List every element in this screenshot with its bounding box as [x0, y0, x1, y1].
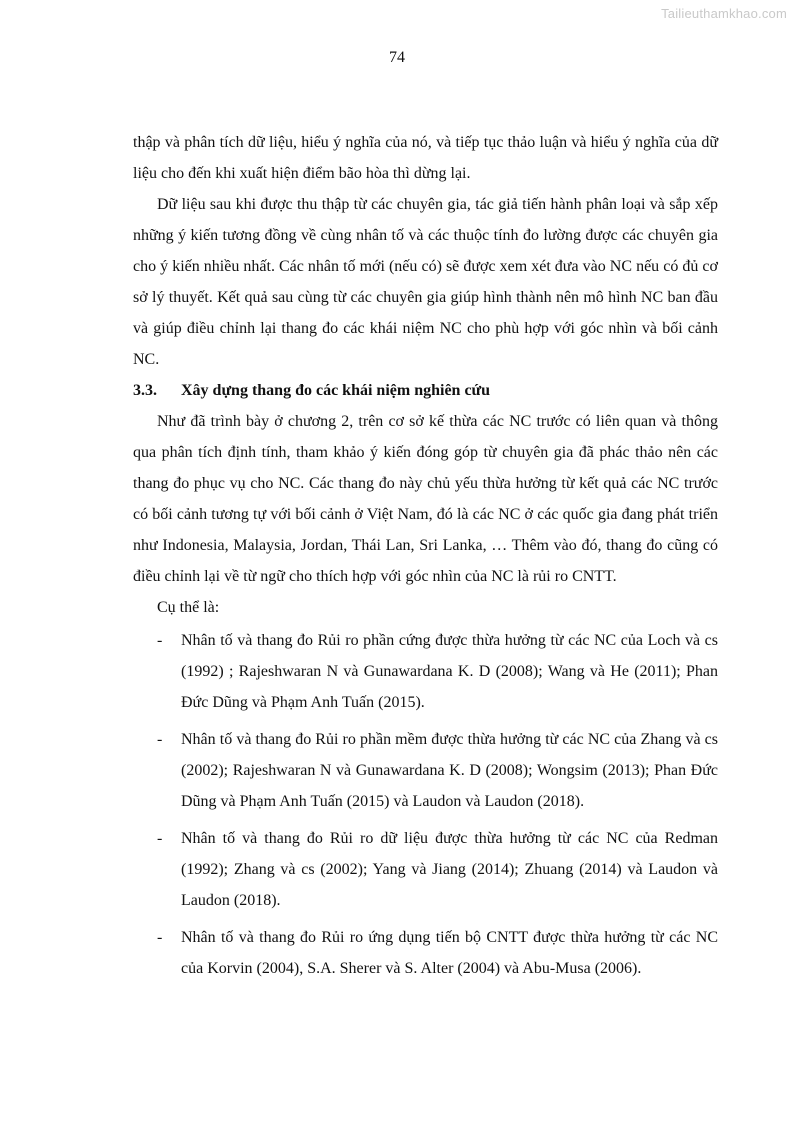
section-heading: [133, 375, 718, 406]
bullet-dash: -: [157, 830, 163, 847]
bullet-list: [133, 625, 718, 984]
bullet-dash: -: [157, 632, 163, 649]
list-item: [133, 625, 718, 718]
paragraph-continued: thập và phân tích dữ liệu, hiểu ý nghĩa của nó, và tiếp tục thảo luận và hiểu ý nghĩa của dữ liệu cho đến khi xuất hiện điểm bão hòa thì dừng lại.: [133, 134, 718, 182]
section-number: 3.3.: [133, 382, 157, 399]
paragraph-intro-list: Cụ thể là:: [157, 599, 220, 616]
section-title: Xây dựng thang đo các khái niệm nghiên cứu: [181, 382, 491, 399]
page-number: 74: [389, 49, 405, 66]
bullet-dash: -: [157, 929, 163, 946]
list-item-text: Nhân tố và thang đo Rủi ro phần cứng được thừa hưởng từ các NC của Loch và cs (1992) ; Rajeshwaran N và Gunawardana K. D (2008); Wang và He (2011); Phan Đức Dũng và Phạm Anh Tuấn (2015).: [181, 632, 718, 711]
list-item: [133, 823, 718, 916]
paragraph: Dữ liệu sau khi được thu thập từ các chuyên gia, tác giả tiến hành phân loại và sắp xếp những ý kiến tương đồng về cùng nhân tố và các thuộc tính đo lường được các chuyên gia cho ý kiến nhiều nhất. Các nhân tố mới (nếu có) sẽ được xem xét đưa vào NC nếu có đủ cơ sở lý thuyết. Kết quả sau cùng từ các chuyên gia giúp hình thành nên mô hình NC ban đầu và giúp điều chỉnh lại thang đo các khái niệm NC cho phù hợp với góc nhìn và bối cảnh NC.: [133, 196, 718, 368]
watermark: Tailieuthamkhao.com: [661, 6, 787, 21]
document-body: [133, 127, 718, 990]
list-item-text: Nhân tố và thang đo Rủi ro dữ liệu được thừa hưởng từ các NC của Redman (1992); Zhang và cs (2002); Yang và Jiang (2014); Zhuang (2014) và Laudon và Laudon (2018).: [181, 830, 718, 909]
list-item: [133, 724, 718, 817]
list-item-text: Nhân tố và thang đo Rủi ro phần mềm được thừa hưởng từ các NC của Zhang và cs (2002); Rajeshwaran N và Gunawardana K. D (2008); Wongsim (2013); Phan Đức Dũng và Phạm Anh Tuấn (2015) và Laudon và Laudon (2018).: [181, 731, 718, 810]
paragraph: Như đã trình bày ở chương 2, trên cơ sở kế thừa các NC trước có liên quan và thông qua phân tích định tính, tham khảo ý kiến đóng góp từ chuyên gia đã phác thảo nên các thang đo phục vụ cho NC. Các thang đo này chủ yếu thừa hưởng từ kết quả các NC trước có bối cảnh tương tự với bối cảnh ở Việt Nam, đó là các NC ở các quốc gia đang phát triển như Indonesia, Malaysia, Jordan, Thái Lan, Sri Lanka, … Thêm vào đó, thang đo cũng có điều chỉnh lại về từ ngữ cho thích hợp với góc nhìn của NC là rủi ro CNTT.: [133, 413, 718, 585]
list-item-text: Nhân tố và thang đo Rủi ro ứng dụng tiến bộ CNTT được thừa hưởng từ các NC của Korvin (2004), S.A. Sherer và S. Alter (2004) và Abu-Musa (2006).: [181, 929, 718, 977]
bullet-dash: -: [157, 731, 163, 748]
list-item: [133, 922, 718, 984]
